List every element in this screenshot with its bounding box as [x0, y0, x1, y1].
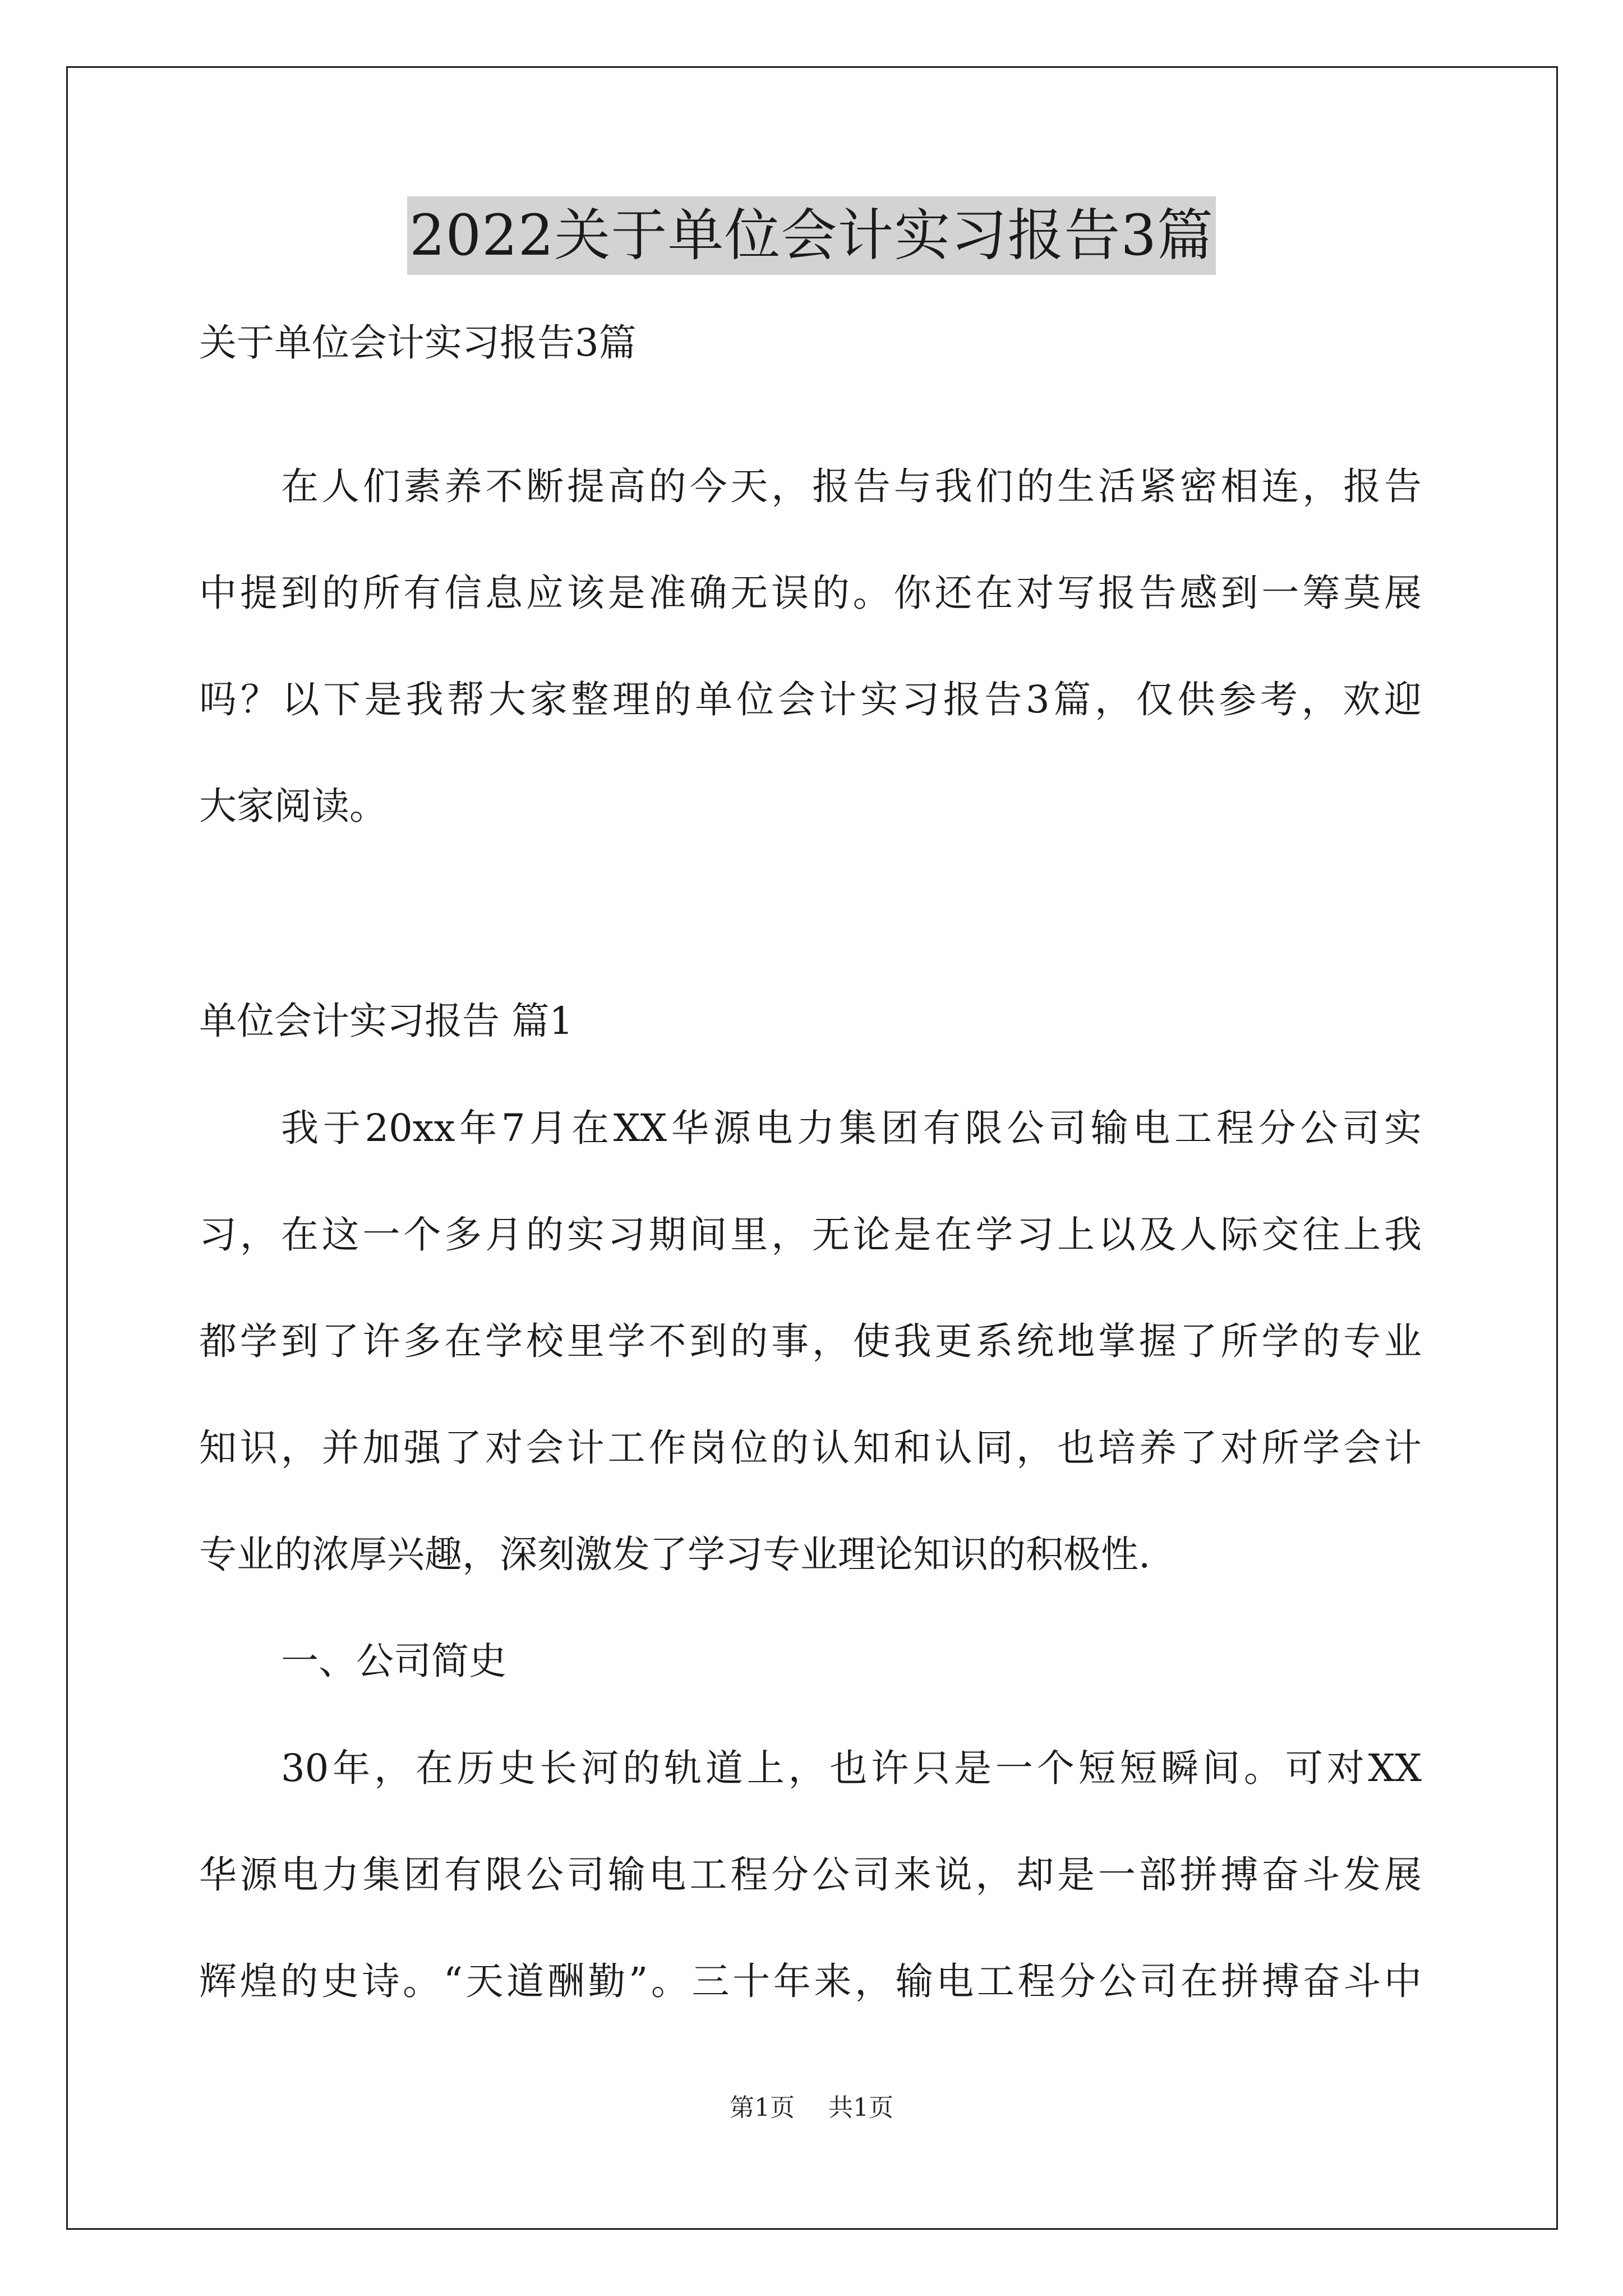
subtitle-line: 关于单位会计实习报告3篇: [199, 321, 637, 365]
subsection-heading: 一、公司简史: [281, 1639, 506, 1683]
intro-paragraph-line: 大家阅读。: [199, 784, 387, 828]
body-paragraph-line: 习，在这一个多月的实习期间里，无论是在学习上以及人际交往上我: [199, 1213, 1422, 1257]
body-paragraph-line: 都学到了许多在学校里学不到的事，使我更系统地掌握了所学的专业: [199, 1319, 1422, 1363]
page-total: 共1页: [828, 2093, 893, 2122]
body-paragraph-line: 我于20xx年7月在XX华源电力集团有限公司输电工程分公司实: [281, 1106, 1422, 1150]
body-paragraph-line: 专业的浓厚兴趣，深刻激发了学习专业理论知识的积极性.: [199, 1533, 1151, 1576]
body-paragraph-line: 知识，并加强了对会计工作岗位的认知和认同，也培养了对所学会计: [199, 1426, 1422, 1470]
history-paragraph-line: 华源电力集团有限公司输电工程分公司来说，却是一部拼搏奋斗发展: [199, 1853, 1422, 1897]
page-number: 第1页: [730, 2093, 795, 2122]
section-heading: 单位会计实习报告 篇1: [199, 999, 573, 1043]
history-paragraph-line: 30年，在历史长河的轨道上，也许只是一个短短瞬间。可对XX: [281, 1746, 1422, 1790]
document-title: 2022关于单位会计实习报告3篇: [407, 196, 1216, 275]
title-container: [0, 196, 1623, 275]
intro-paragraph-line: 吗？以下是我帮大家整理的单位会计实习报告3篇，仅供参考，欢迎: [199, 678, 1422, 721]
page-footer: [0, 2091, 1623, 2125]
intro-paragraph-line: 在人们素养不断提高的今天，报告与我们的生活紧密相连，报告: [281, 464, 1422, 508]
intro-paragraph-line: 中提到的所有信息应该是准确无误的。你还在对写报告感到一筹莫展: [199, 571, 1422, 615]
history-paragraph-line: 辉煌的史诗。“天道酬勤”。三十年来，输电工程分公司在拼搏奋斗中: [199, 1959, 1422, 2003]
